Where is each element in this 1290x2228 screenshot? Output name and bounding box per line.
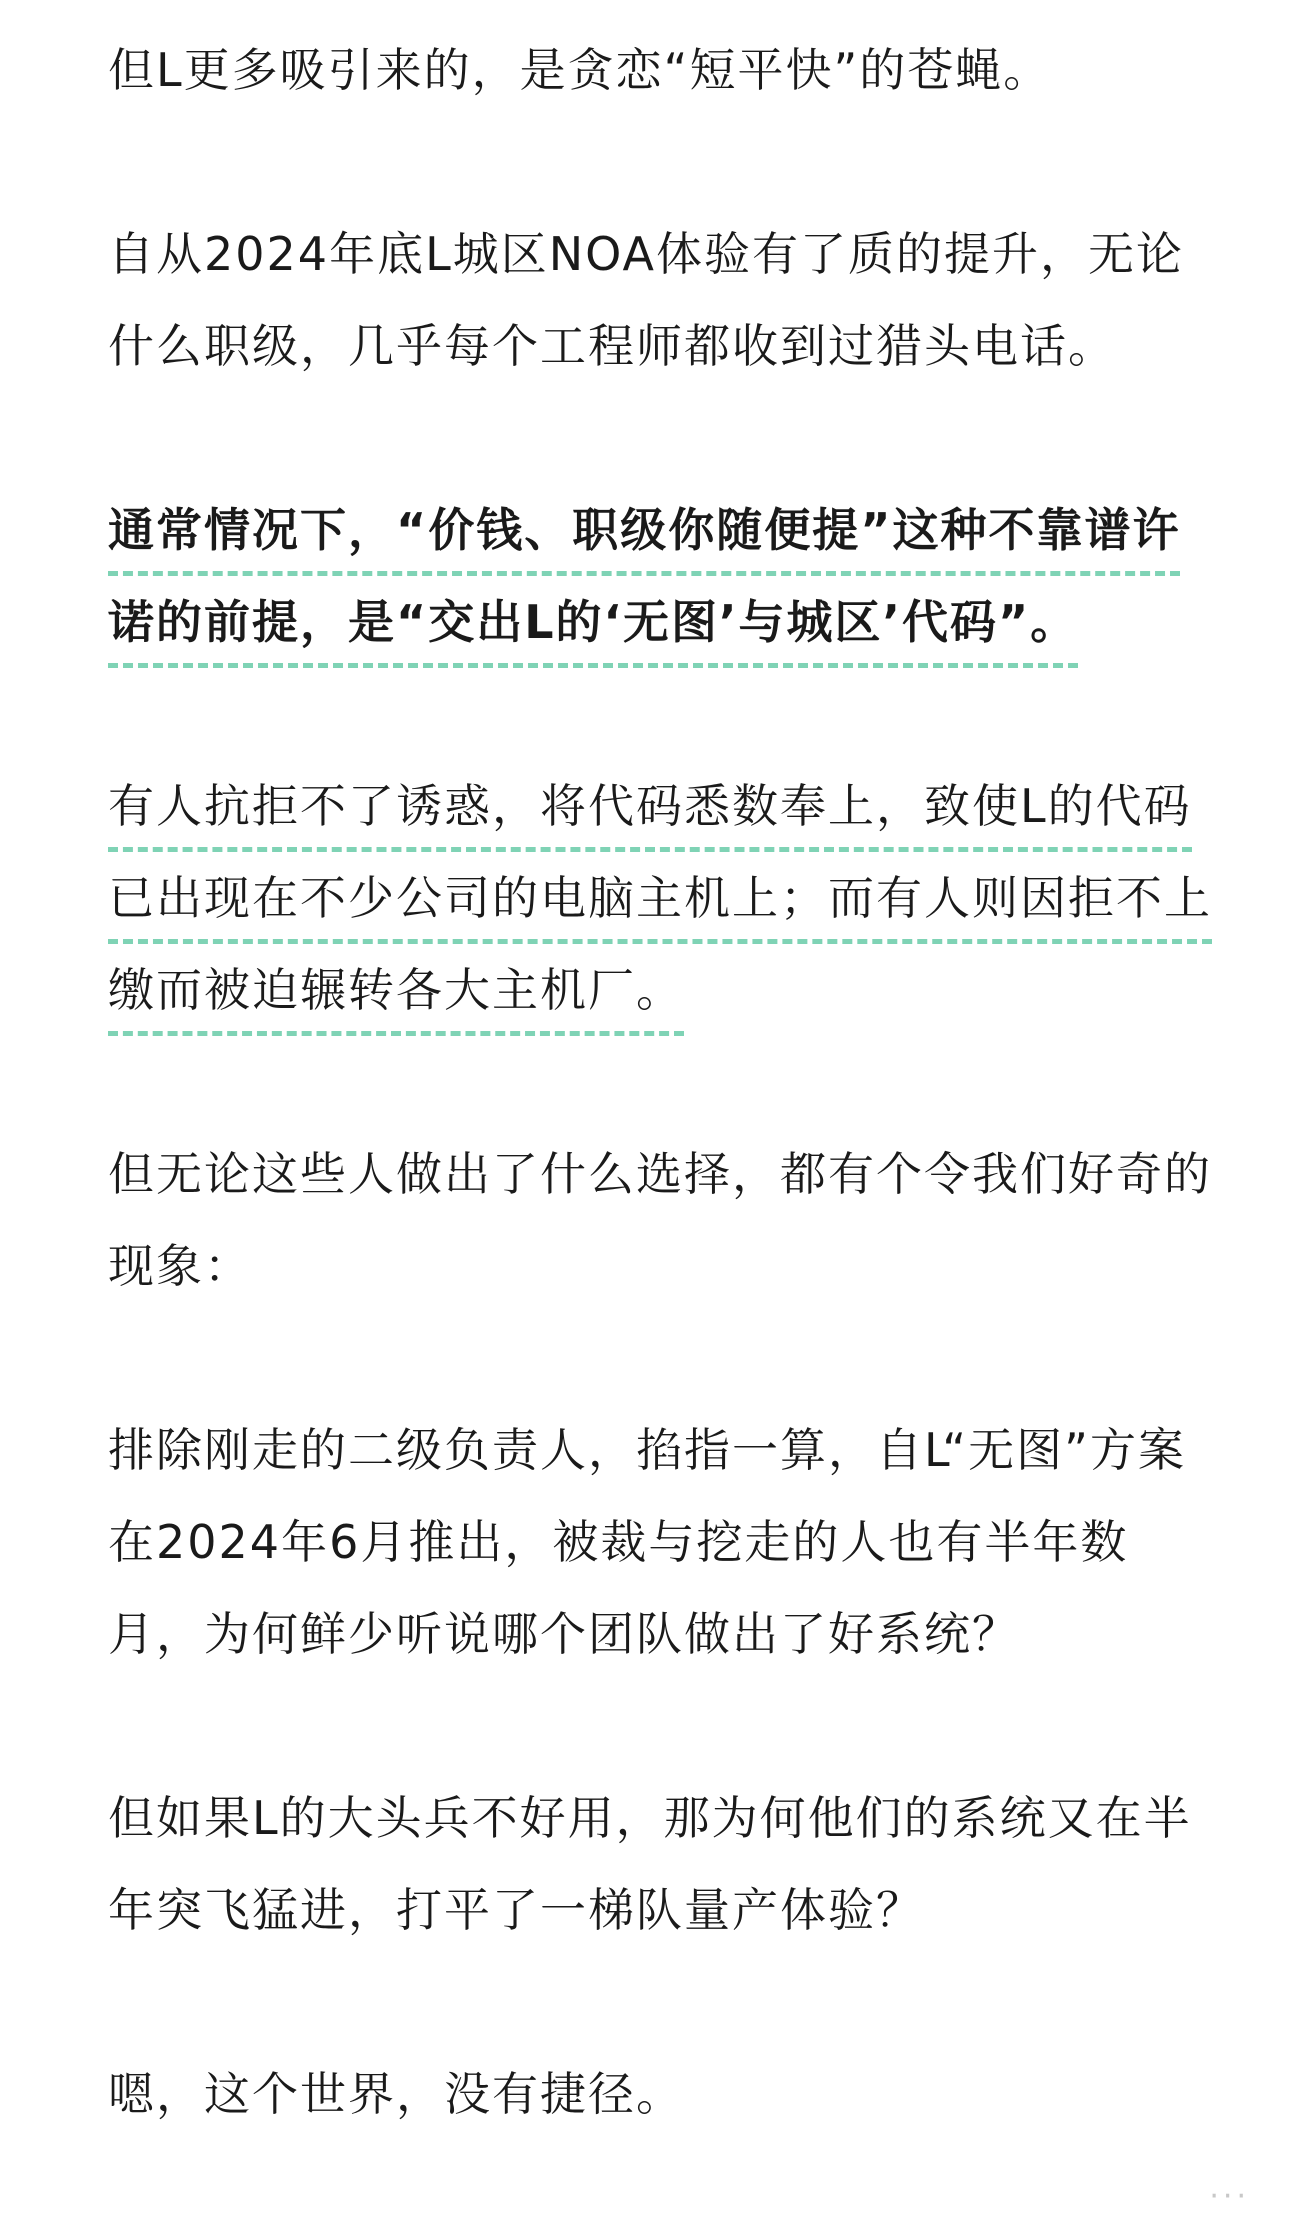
more-options-icon[interactable]: ··· xyxy=(1209,2179,1250,2214)
paragraph-gap xyxy=(108,1312,1188,1404)
paragraph-gap xyxy=(108,392,1188,484)
paragraph-gap xyxy=(108,1036,1188,1128)
underlined-line: 已出现在不少公司的电脑主机上；而有人则因拒不上 xyxy=(108,867,1212,944)
paragraph-line: 在2024年6月推出，被裁与挖走的人也有半年数 xyxy=(108,1515,1129,1569)
underlined-line: 通常情况下，“价钱、职级你随便提”这种不靠谱许 xyxy=(108,499,1180,576)
paragraph-gap xyxy=(108,1956,1188,2048)
paragraph-gap xyxy=(108,1680,1188,1772)
underlined-line: 缴而被迫辗转各大主机厂。 xyxy=(108,959,684,1036)
paragraph-line: 但无论这些人做出了什么选择，都有个令我们好奇的 xyxy=(108,1147,1212,1201)
underlined-line: 诺的前提，是“交出L的‘无图’与城区’代码”。 xyxy=(108,591,1078,668)
paragraph-line: 但L更多吸引来的，是贪恋“短平快”的苍蝇。 xyxy=(108,43,1052,97)
paragraph-7 xyxy=(108,1772,1192,1956)
paragraph-5 xyxy=(108,1128,1212,1312)
paragraph-8 xyxy=(108,2048,1188,2140)
paragraph-line: 但如果L的大头兵不好用，那为何他们的系统又在半 xyxy=(108,1791,1192,1845)
paragraph-4-highlighted[interactable] xyxy=(108,760,1212,1036)
paragraph-line: 现象： xyxy=(108,1239,252,1293)
paragraph-line: 什么职级，几乎每个工程师都收到过猎头电话。 xyxy=(108,319,1116,373)
paragraph-line: 排除刚走的二级负责人，掐指一算，自L“无图”方案 xyxy=(108,1423,1186,1477)
underlined-line: 有人抗拒不了诱惑，将代码悉数奉上，致使L的代码 xyxy=(108,775,1192,852)
paragraph-gap xyxy=(108,668,1188,760)
paragraph-line: 嗯，这个世界，没有捷径。 xyxy=(108,2067,684,2121)
paragraph-3-highlighted[interactable] xyxy=(108,484,1188,668)
paragraph-gap xyxy=(108,116,1188,208)
paragraph-1 xyxy=(108,24,1188,116)
paragraph-line: 年突飞猛进，打平了一梯队量产体验？ xyxy=(108,1883,924,1937)
paragraph-6 xyxy=(108,1404,1188,1680)
article-body xyxy=(108,0,1212,2140)
paragraph-2 xyxy=(108,208,1188,392)
paragraph-line: 月，为何鲜少听说哪个团队做出了好系统？ xyxy=(108,1607,1020,1661)
paragraph-line: 自从2024年底L城区NOA体验有了质的提升，无论 xyxy=(108,227,1184,281)
